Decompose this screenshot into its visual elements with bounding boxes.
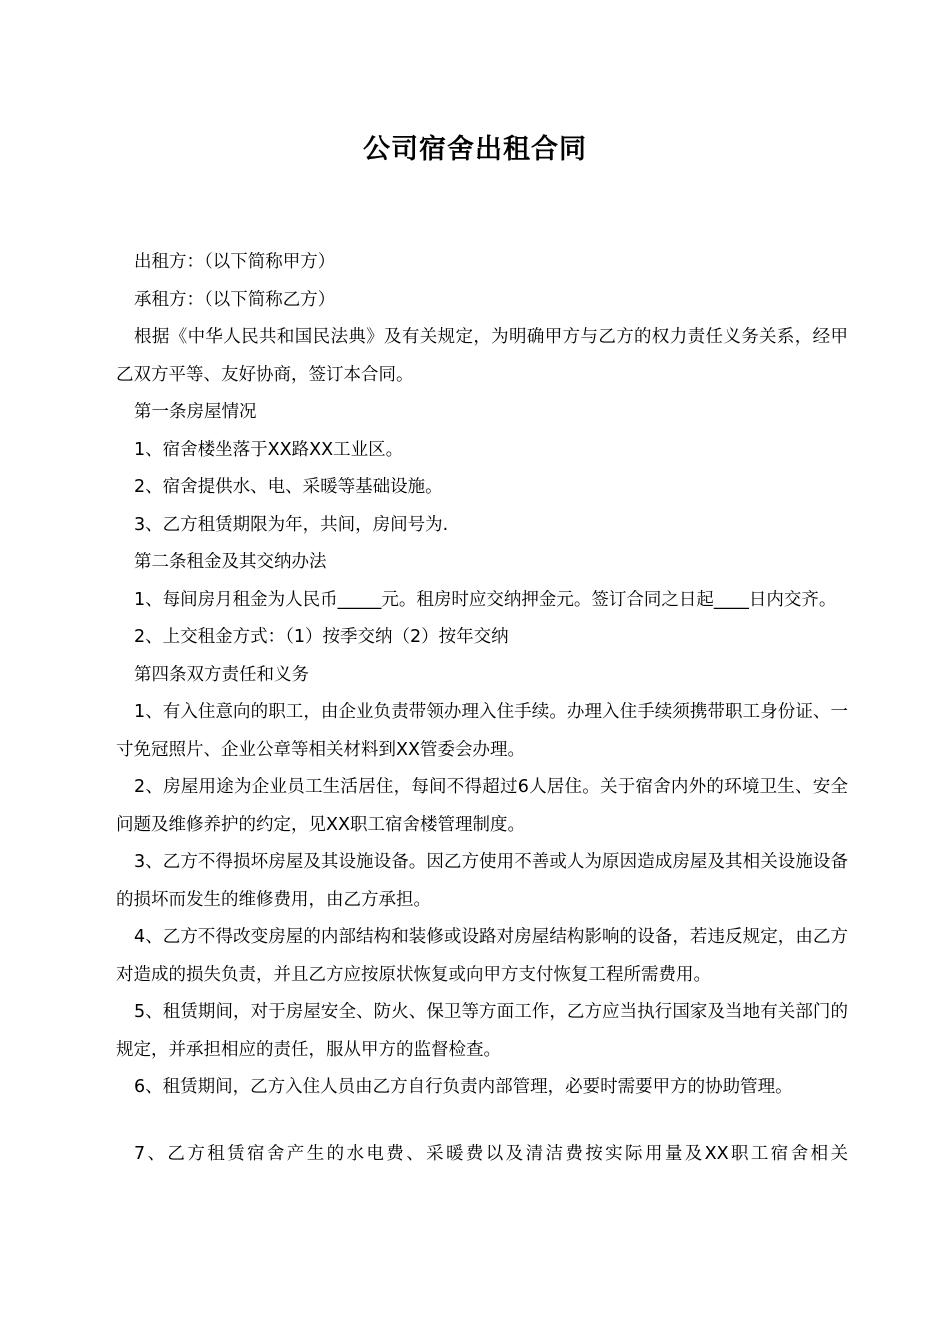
- lessee-line: 承租方：（以下简称乙方）: [134, 289, 336, 310]
- clause-paragraph: 2、宿舍提供水、电、采暖等基础设施。: [134, 477, 443, 497]
- clause-paragraph: 3、乙方不得损坏房屋及其设施设备。因乙方使用不善或人为原因造成房屋及其相关设施设备的损坏而发生的维修费用，由乙方承担。: [116, 852, 848, 910]
- preamble-paragraph: 根据《中华人民共和国民法典》及有关规定，为明确甲方与乙方的权力责任义务关系，经甲乙双方平等、友好协商，签订本合同。: [116, 327, 848, 385]
- clause-paragraph: 7、乙方租赁宿舍产生的水电费、采暖费以及清洁费按实际用量及XX职工宿舍相关: [134, 1143, 848, 1164]
- clause-paragraph: 1、宿舍楼坐落于XX路XX工业区。: [134, 439, 404, 460]
- clause-paragraph: 1、有入住意向的职工，由企业负责带领办理入住手续。办理入住手续须携带职工身份证、一寸免冠照片、企业公章等相关材料到XX管委会办理。: [116, 702, 848, 760]
- article-heading: 第二条租金及其交纳办法: [134, 552, 327, 572]
- clause-paragraph: 3、乙方租赁期限为年，共间，房间号为.: [134, 514, 449, 535]
- clause-paragraph: 1、每间房月租金为人民币_____元。租房时应交纳押金元。签订合同之日起____日内交齐。: [134, 589, 837, 610]
- clause-paragraph: 4、乙方不得改变房屋的内部结构和装修或设路对房屋结构影响的设备，若违反规定，由乙方对造成的损失负责，并且乙方应按原状恢复或向甲方支付恢复工程所需费用。: [116, 927, 848, 985]
- contract-body: [116, 244, 848, 1173]
- clause-paragraph: 2、上交租金方式：（1）按季交纳（2）按年交纳: [134, 627, 509, 647]
- clause-paragraph: 6、租赁期间，乙方入住人员由乙方自行负责内部管理，必要时需要甲方的协助管理。: [134, 1077, 793, 1097]
- clause-paragraph: 5、租赁期间，对于房屋安全、防火、保卫等方面工作，乙方应当执行国家及当地有关部门的规定，并承担相应的责任，服从甲方的监督检查。: [116, 1002, 848, 1060]
- clause-paragraph: 2、房屋用途为企业员工生活居住，每间不得超过6人居住。关于宿舍内外的环境卫生、安全问题及维修养护的约定，见XX职工宿舍楼管理制度。: [116, 777, 848, 835]
- page-title: 公司宿舍出租合同: [363, 134, 587, 165]
- article-heading: 第一条房屋情况: [134, 402, 257, 422]
- lessor-line: 出租方：（以下简称甲方）: [134, 252, 336, 272]
- article-heading: 第四条双方责任和义务: [134, 664, 309, 685]
